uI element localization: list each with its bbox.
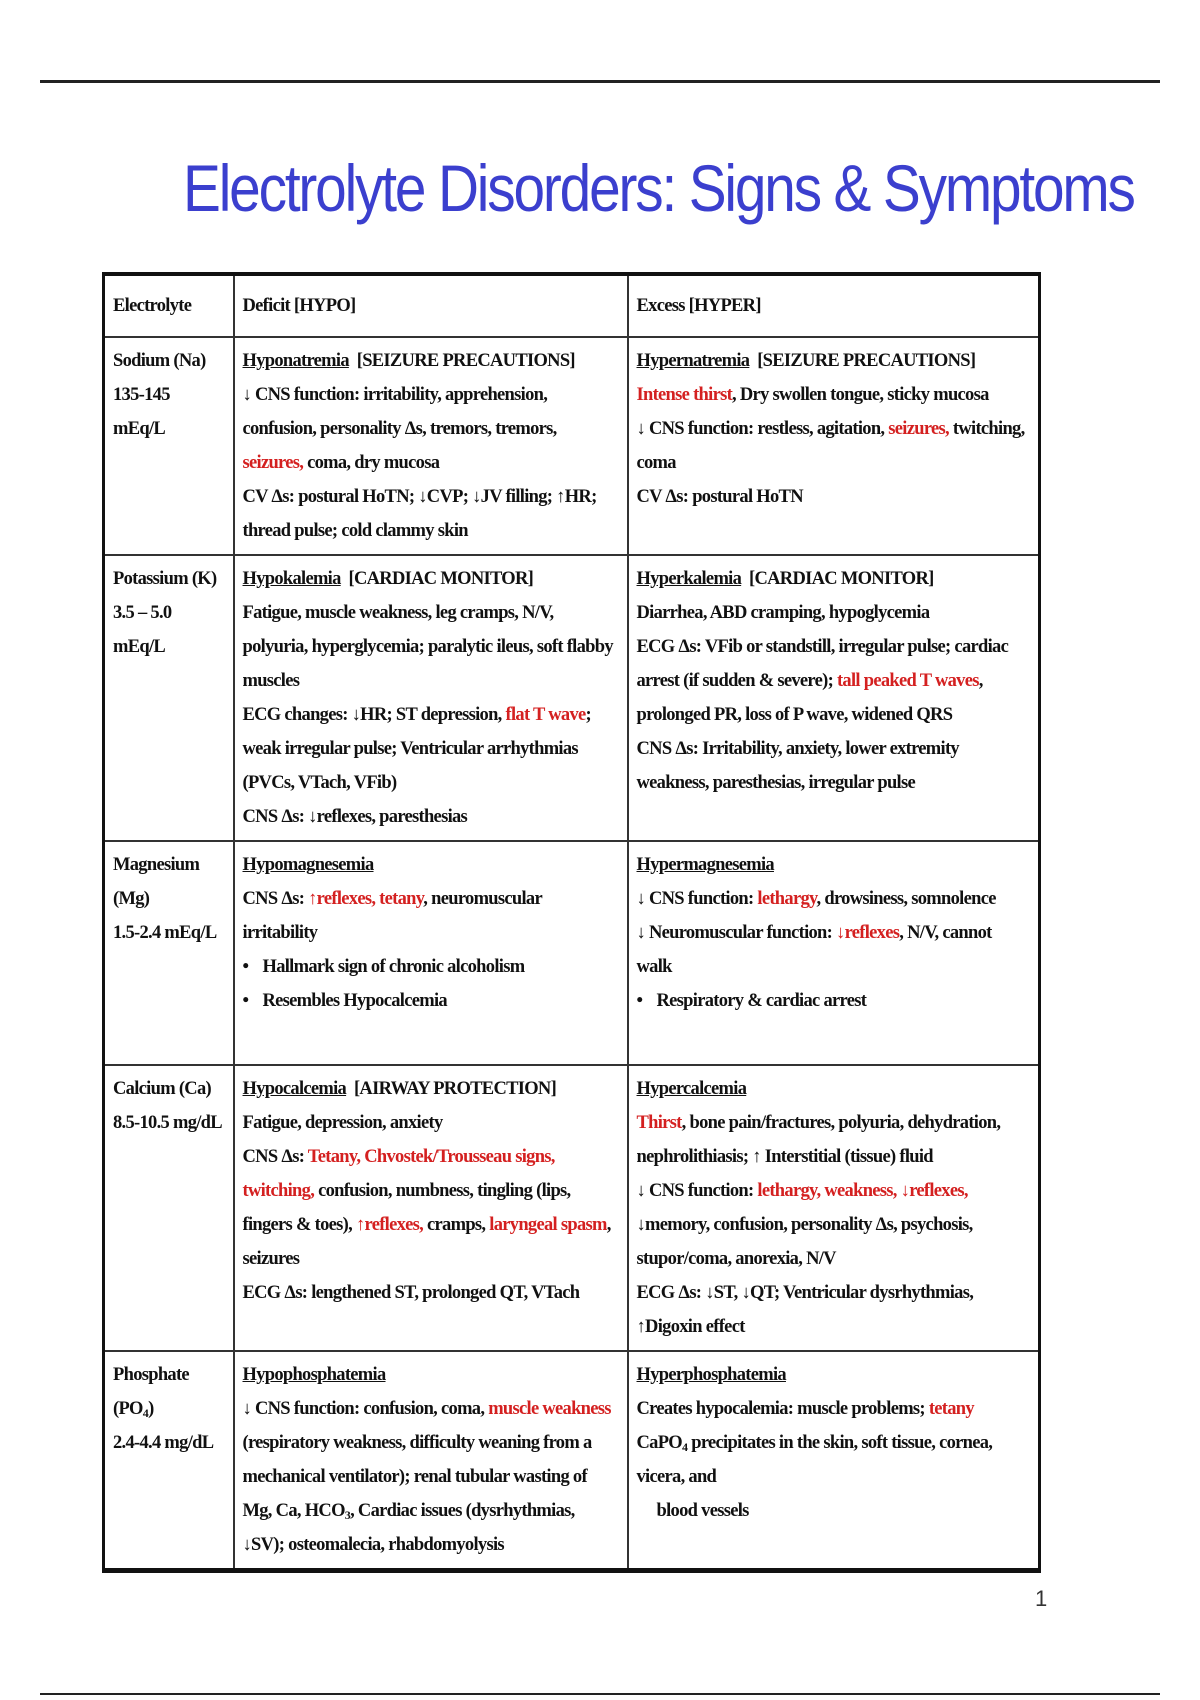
key-symptom: lethargy, weakness, ↓reflexes, [757, 1181, 968, 1201]
table-row-phosphate [104, 1351, 1040, 1571]
symptom-line [637, 1174, 1031, 1276]
symptom-text: confusion, numbness, tingling (lips, fingers & toes), [242, 1181, 571, 1235]
condition-heading-line [637, 562, 1031, 596]
symptom-line: CNS Δs: Irritability, anxiety, lower extremity weakness, paresthesias, irregular pulse [636, 739, 959, 793]
electrolyte-cell [104, 1351, 234, 1571]
table-row-magnesium [104, 841, 1040, 1065]
symptom-text: ↓ CNS function: restless, agitation, [636, 419, 889, 439]
precaution-tag: [CARDIAC MONITOR] [348, 569, 534, 589]
symptom-text: ↓memory, confusion, personality Δs, psychosis, stupor/coma, anorexia, N/V [636, 1215, 973, 1269]
symptom-text: Creates hypocalemia: muscle problems; [636, 1399, 929, 1419]
normal-range: 8.5-10.5 mg/dL [113, 1113, 222, 1133]
condition-name: Hypocalcemia [242, 1079, 347, 1099]
key-symptom: Thirst [636, 1113, 682, 1133]
deficit-cell [234, 337, 628, 555]
condition-name: Hypophosphatemia [242, 1365, 386, 1385]
symptom-line [243, 378, 619, 480]
excess-cell [628, 1351, 1040, 1571]
normal-range: 135-145 mEq/L [113, 385, 170, 439]
condition-name: Hyperkalemia [636, 569, 742, 589]
condition-name: Hyponatremia [242, 351, 349, 371]
bullet-item: • Resembles Hypocalcemia [243, 984, 619, 1018]
symptom-line: ECG Δs: lengthened ST, prolonged QT, VTach [242, 1283, 580, 1303]
electrolyte-cell [104, 841, 234, 1065]
condition-name: Hypomagnesemia [242, 855, 374, 875]
symptom-text: cramps, [423, 1215, 490, 1235]
symptom-text: coma, dry mucosa [303, 453, 440, 473]
symptom-line [637, 916, 1031, 984]
electrolyte-name: Magnesium (Mg) [113, 855, 200, 909]
precaution-tag: [SEIZURE PRECAUTIONS] [356, 351, 575, 371]
symptom-text: , bone pain/fractures, polyuria, dehydration, nephrolithiasis; ↑ Interstitial (tissue) fluid [636, 1113, 1001, 1167]
precaution-tag: [SEIZURE PRECAUTIONS] [757, 351, 976, 371]
symptom-line [637, 882, 1031, 916]
bullet-item: • Hallmark sign of chronic alcoholism [243, 950, 619, 984]
symptom-text: CNS Δs: [242, 1147, 308, 1167]
electrolyte-name: Calcium (Ca) [113, 1079, 211, 1099]
symptom-text: , Dry swollen tongue, sticky mucosa [732, 385, 989, 405]
table-row-sodium [104, 337, 1040, 555]
symptom-text: ↓ Neuromuscular function: [636, 923, 837, 943]
excess-cell [628, 841, 1040, 1065]
bottom-rule [40, 1693, 1160, 1695]
symptom-text: ECG Δs: VFib or standstill, irregular pulse; cardiac arrest (if sudden & severe); [636, 637, 1009, 691]
electrolyte-name-text: Phosphate (PO [113, 1365, 189, 1419]
symptom-text: twitching, coma [636, 419, 1025, 473]
condition-name: Hypercalcemia [636, 1079, 747, 1099]
precaution-tag: [CARDIAC MONITOR] [749, 569, 934, 589]
symptom-line [637, 412, 1031, 480]
condition-name: Hypernatremia [636, 351, 750, 371]
symptom-line [637, 1392, 1031, 1426]
symptom-line: Fatigue, muscle weakness, leg cramps, N/V, polyuria, hyperglycemia; paralytic ileus, soft flabby muscles [242, 603, 613, 691]
condition-heading-line [243, 1072, 619, 1106]
symptom-text: CaPO [636, 1433, 683, 1453]
key-symptom: Tetany, Chvostek/Trousseau signs, twitching, [242, 1147, 555, 1201]
symptom-text: , neuromuscular irritability [242, 889, 542, 943]
electrolyte-name-text: ) [148, 1399, 154, 1419]
header-deficit: Deficit [HYPO] [234, 274, 628, 337]
symptom-line: Diarrhea, ABD cramping, hypoglycemia [636, 603, 930, 623]
electrolyte-cell [104, 555, 234, 841]
symptom-line: CV Δs: postural HoTN; ↓CVP; ↓JV filling; ↑HR; thread pulse; cold clammy skin [242, 487, 597, 541]
header-row [104, 274, 1040, 337]
normal-range: 2.4-4.4 mg/dL [113, 1433, 214, 1453]
symptom-line [243, 1140, 619, 1276]
excess-cell [628, 337, 1040, 555]
condition-name: Hypermagnesemia [636, 855, 774, 875]
symptom-line [243, 1392, 619, 1562]
key-symptom: laryngeal spasm [489, 1215, 607, 1235]
symptom-line: Fatigue, depression, anxiety [242, 1113, 443, 1133]
electrolyte-name: Sodium (Na) [113, 351, 206, 371]
condition-name: Hypokalemia [242, 569, 341, 589]
deficit-cell [234, 841, 628, 1065]
symptom-line [243, 882, 619, 950]
symptom-text: ↓ CNS function: irritability, apprehension, confusion, personality Δs, tremors, tremors, [242, 385, 557, 439]
key-symptom: muscle weakness [488, 1399, 611, 1419]
key-symptom: ↑reflexes, [355, 1215, 424, 1235]
deficit-cell [234, 555, 628, 841]
key-symptom: Intense thirst [636, 385, 733, 405]
electrolyte-name: Potassium (K) [113, 569, 217, 589]
electrolyte-cell [104, 1065, 234, 1351]
symptom-text: , Cardiac issues (dysrhythmias, ↓SV); osteomalecia, rhabdomyolysis [242, 1501, 575, 1555]
electrolyte-name [113, 1358, 225, 1426]
symptom-line [637, 378, 1031, 412]
symptom-line: CV Δs: postural HoTN [636, 487, 803, 507]
symptom-line [637, 1106, 1031, 1174]
electrolyte-table [102, 272, 1041, 1573]
subscript: 3 [344, 1508, 351, 1522]
normal-range: 3.5 – 5.0 mEq/L [113, 603, 172, 657]
excess-cell [628, 1065, 1040, 1351]
key-symptom: ↓reflexes [836, 923, 900, 943]
symptom-text: , drowsiness, somnolence [816, 889, 996, 909]
symptom-line [637, 630, 1031, 732]
symptom-line: CNS Δs: ↓reflexes, paresthesias [242, 807, 468, 827]
deficit-cell [234, 1351, 628, 1571]
symptom-text: precipitates in the skin, soft tissue, cornea, vicera, and [636, 1433, 993, 1487]
key-symptom: ↑reflexes, tetany [308, 889, 424, 909]
normal-range: 1.5-2.4 mEq/L [113, 923, 217, 943]
symptom-text: ; weak irregular pulse; Ventricular arrhythmias (PVCs, VTach, VFib) [242, 705, 591, 793]
key-symptom: tetany [928, 1399, 974, 1419]
condition-heading-line [243, 344, 619, 378]
subscript: 4 [142, 1406, 149, 1420]
table-row-calcium [104, 1065, 1040, 1351]
excess-cell [628, 555, 1040, 841]
subscript: 4 [682, 1440, 688, 1454]
condition-name: Hyperphosphatemia [636, 1365, 786, 1385]
page-title: Electrolyte Disorders: Signs & Symptoms [183, 151, 1134, 225]
symptom-text: CNS Δs: [242, 889, 309, 909]
key-symptom: lethargy [757, 889, 817, 909]
header-electrolyte: Electrolyte [104, 274, 234, 337]
symptom-text: ↓ CNS function: [636, 889, 758, 909]
key-symptom: tall peaked T waves [836, 671, 979, 691]
bullet-item: • Respiratory & cardiac arrest [637, 984, 1031, 1018]
symptom-text: (respiratory weakness, difficulty weaning from a mechanical ventilator); renal tubular wasting of Mg, Ca, HCO [242, 1433, 592, 1521]
symptom-line [637, 1426, 1031, 1494]
condition-heading-line [243, 562, 619, 596]
symptom-line: blood vessels [656, 1501, 749, 1521]
key-symptom: seizures, [888, 419, 949, 439]
symptom-text: , N/V, cannot walk [636, 923, 992, 977]
symptom-line [243, 698, 619, 800]
key-symptom: flat T wave [505, 705, 586, 725]
electrolyte-cell [104, 337, 234, 555]
condition-heading-line [637, 344, 1031, 378]
symptom-line: ECG Δs: ↓ST, ↓QT; Ventricular dysrhythmias, ↑Digoxin effect [636, 1283, 974, 1337]
symptom-text: , prolonged PR, loss of P wave, widened QRS [636, 671, 983, 725]
symptom-text: , seizures [242, 1215, 611, 1269]
precaution-tag: [AIRWAY PROTECTION] [353, 1079, 557, 1099]
top-rule [40, 80, 1160, 83]
deficit-cell [234, 1065, 628, 1351]
symptom-text: ↓ CNS function: confusion, coma, [242, 1399, 489, 1419]
header-excess: Excess [HYPER] [628, 274, 1040, 337]
page-number: 1 [1035, 1586, 1048, 1611]
symptom-text: ECG changes: ↓HR; ST depression, [242, 705, 506, 725]
key-symptom: seizures, [242, 453, 304, 473]
symptom-text: ↓ CNS function: [636, 1181, 758, 1201]
table-row-potassium [104, 555, 1040, 841]
